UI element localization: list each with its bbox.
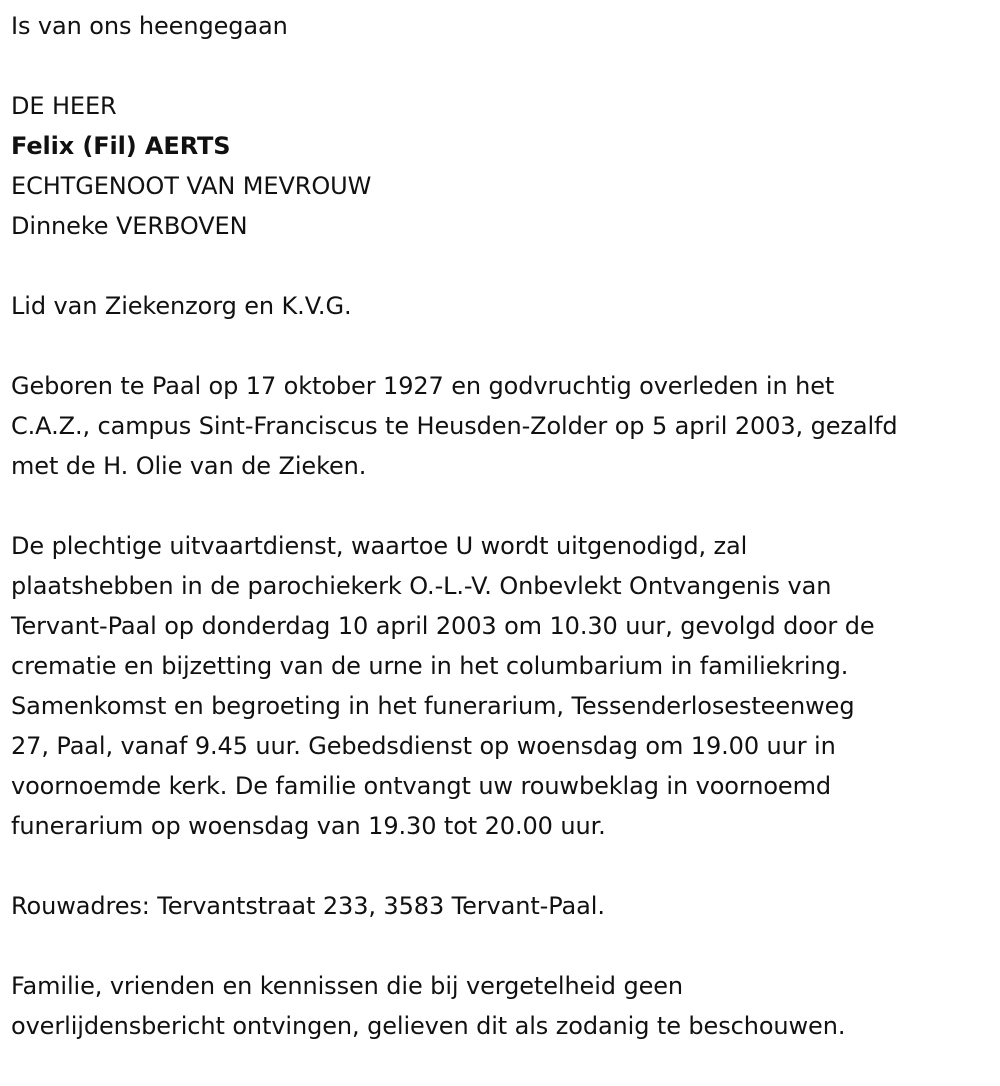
spacer (11, 46, 1000, 86)
spacer (11, 926, 1000, 966)
intro-text: Is van ons heengegaan (11, 12, 288, 40)
spouse-name: Dinneke VERBOVEN (11, 212, 248, 240)
closing-paragraph: Familie, vrienden en kennissen die bij vergetelheid geen overlijdensbericht ontvingen, gelieven dit als zodanig te beschouwen. (11, 972, 846, 1040)
deceased-name: Felix (Fil) AERTS (11, 132, 231, 160)
spacer (11, 486, 1000, 526)
service-paragraph: De plechtige uitvaartdienst, waartoe U wordt uitgenodigd, zal plaatshebben in de parochiekerk O.-L.-V. Onbevlekt Ontvangenis van Tervant-Paal op donderdag 10 april 2003 om 10.30 uur, gevolgd door de crematie en bijzetting van de urne in het columbarium in familiekring. Samenkomst en begroeting in het funerarium, Tessenderlosesteenweg 27, Paal, vanaf 9.45 uur. Gebedsdienst op woensdag om 19.00 uur in voornoemde kerk. De familie ontvangt uw rouwbeklag in voornoemd funerarium op woensdag van 19.30 tot 20.00 uur. (11, 532, 875, 840)
spacer (11, 846, 1000, 886)
membership-text: Lid van Ziekenzorg en K.V.G. (11, 292, 352, 320)
birth-death-paragraph: Geboren te Paal op 17 oktober 1927 en godvruchtig overleden in het C.A.Z., campus Sint-Franciscus te Heusden-Zolder op 5 april 2003, gezalfd met de H. Olie van de Zieken. (11, 372, 898, 480)
spacer (11, 246, 1000, 286)
relation-text: ECHTGENOOT VAN MEVROUW (11, 172, 372, 200)
spacer (11, 326, 1000, 366)
honorific-title: DE HEER (11, 92, 117, 120)
mourning-address: Rouwadres: Tervantstraat 233, 3583 Tervant-Paal. (11, 892, 605, 920)
